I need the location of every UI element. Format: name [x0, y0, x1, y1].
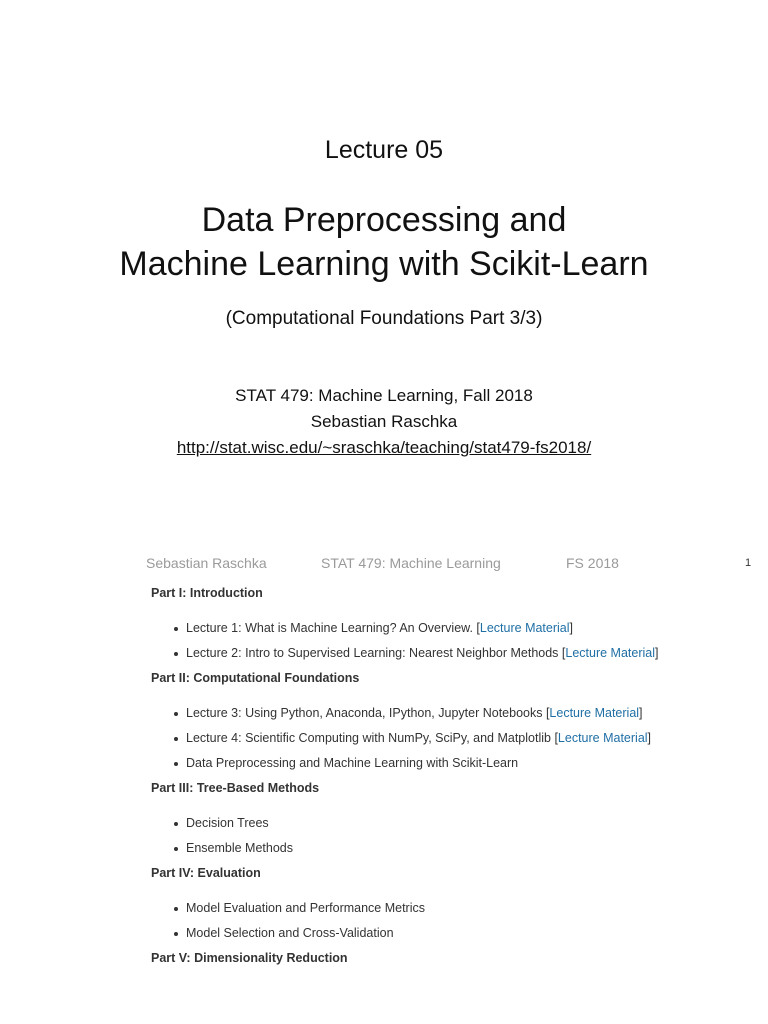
part-item-list	[151, 705, 751, 780]
list-item	[151, 730, 751, 755]
list-item	[151, 840, 751, 865]
item-text: Lecture 1: What is Machine Learning? An Overview. [	[186, 621, 480, 635]
course-outline	[151, 585, 751, 967]
item-text: Lecture 2: Intro to Supervised Learning: Nearest Neighbor Methods [	[186, 646, 566, 660]
item-suffix: ]	[569, 621, 574, 635]
list-item	[151, 815, 751, 840]
item-text: Model Evaluation and Performance Metrics	[186, 901, 426, 915]
part-heading: Part III: Tree-Based Methods	[151, 781, 320, 795]
list-item	[151, 620, 751, 645]
page-number: 1	[745, 557, 752, 569]
part-item-list	[151, 815, 751, 865]
item-text: Model Selection and Cross-Validation	[186, 926, 394, 940]
lecture-material-link[interactable]: Lecture Material	[549, 706, 640, 720]
item-text: Lecture 3: Using Python, Anaconda, IPython, Jupyter Notebooks [	[186, 706, 550, 720]
item-suffix: ]	[655, 646, 659, 660]
course-name: STAT 479: Machine Learning, Fall 2018	[235, 386, 533, 405]
item-text: Ensemble Methods	[186, 841, 294, 855]
list-item	[151, 755, 751, 780]
outline-part	[151, 865, 751, 950]
part-heading: Part V: Dimensionality Reduction	[151, 951, 348, 965]
list-item	[151, 645, 751, 670]
part-heading: Part IV: Evaluation	[151, 866, 261, 880]
outline-part	[151, 950, 751, 967]
footer-term: FS 2018	[566, 555, 619, 571]
title-line-1: Data Preprocessing and	[201, 201, 567, 239]
course-url-link-wrap	[0, 438, 768, 458]
footer-course: STAT 479: Machine Learning	[321, 555, 501, 571]
item-text: Lecture 4: Scientific Computing with NumPy, SciPy, and Matplotlib [	[186, 731, 558, 745]
author-name: Sebastian Raschka	[310, 412, 458, 431]
footer-author: Sebastian Raschka	[146, 555, 267, 571]
lecture-material-link[interactable]: Lecture Material	[565, 646, 656, 660]
outline-part	[151, 670, 751, 780]
list-item	[151, 900, 751, 925]
item-suffix: ]	[639, 706, 643, 720]
outline-part	[151, 585, 751, 670]
part-heading: Part I: Introduction	[151, 586, 263, 600]
outline-part	[151, 780, 751, 865]
course-url-link[interactable]: http://stat.wisc.edu/~sraschka/teaching/stat479-fs2018/	[176, 438, 592, 457]
part-heading: Part II: Computational Foundations	[151, 671, 360, 685]
list-item	[151, 705, 751, 730]
title-line-2: Machine Learning with Scikit-Learn	[119, 245, 649, 283]
item-suffix: ]	[647, 731, 652, 745]
lecture-material-link[interactable]: Lecture Material	[479, 621, 570, 635]
lecture-material-link[interactable]: Lecture Material	[557, 731, 648, 745]
list-item	[151, 925, 751, 950]
slide-subtitle: (Computational Foundations Part 3/3)	[225, 308, 543, 329]
part-item-list	[151, 620, 751, 670]
part-item-list	[151, 900, 751, 950]
item-text: Decision Trees	[186, 816, 269, 830]
item-text: Data Preprocessing and Machine Learning with Scikit-Learn	[186, 756, 519, 770]
lecture-label: Lecture 05	[324, 136, 444, 164]
slide-title	[0, 198, 768, 286]
